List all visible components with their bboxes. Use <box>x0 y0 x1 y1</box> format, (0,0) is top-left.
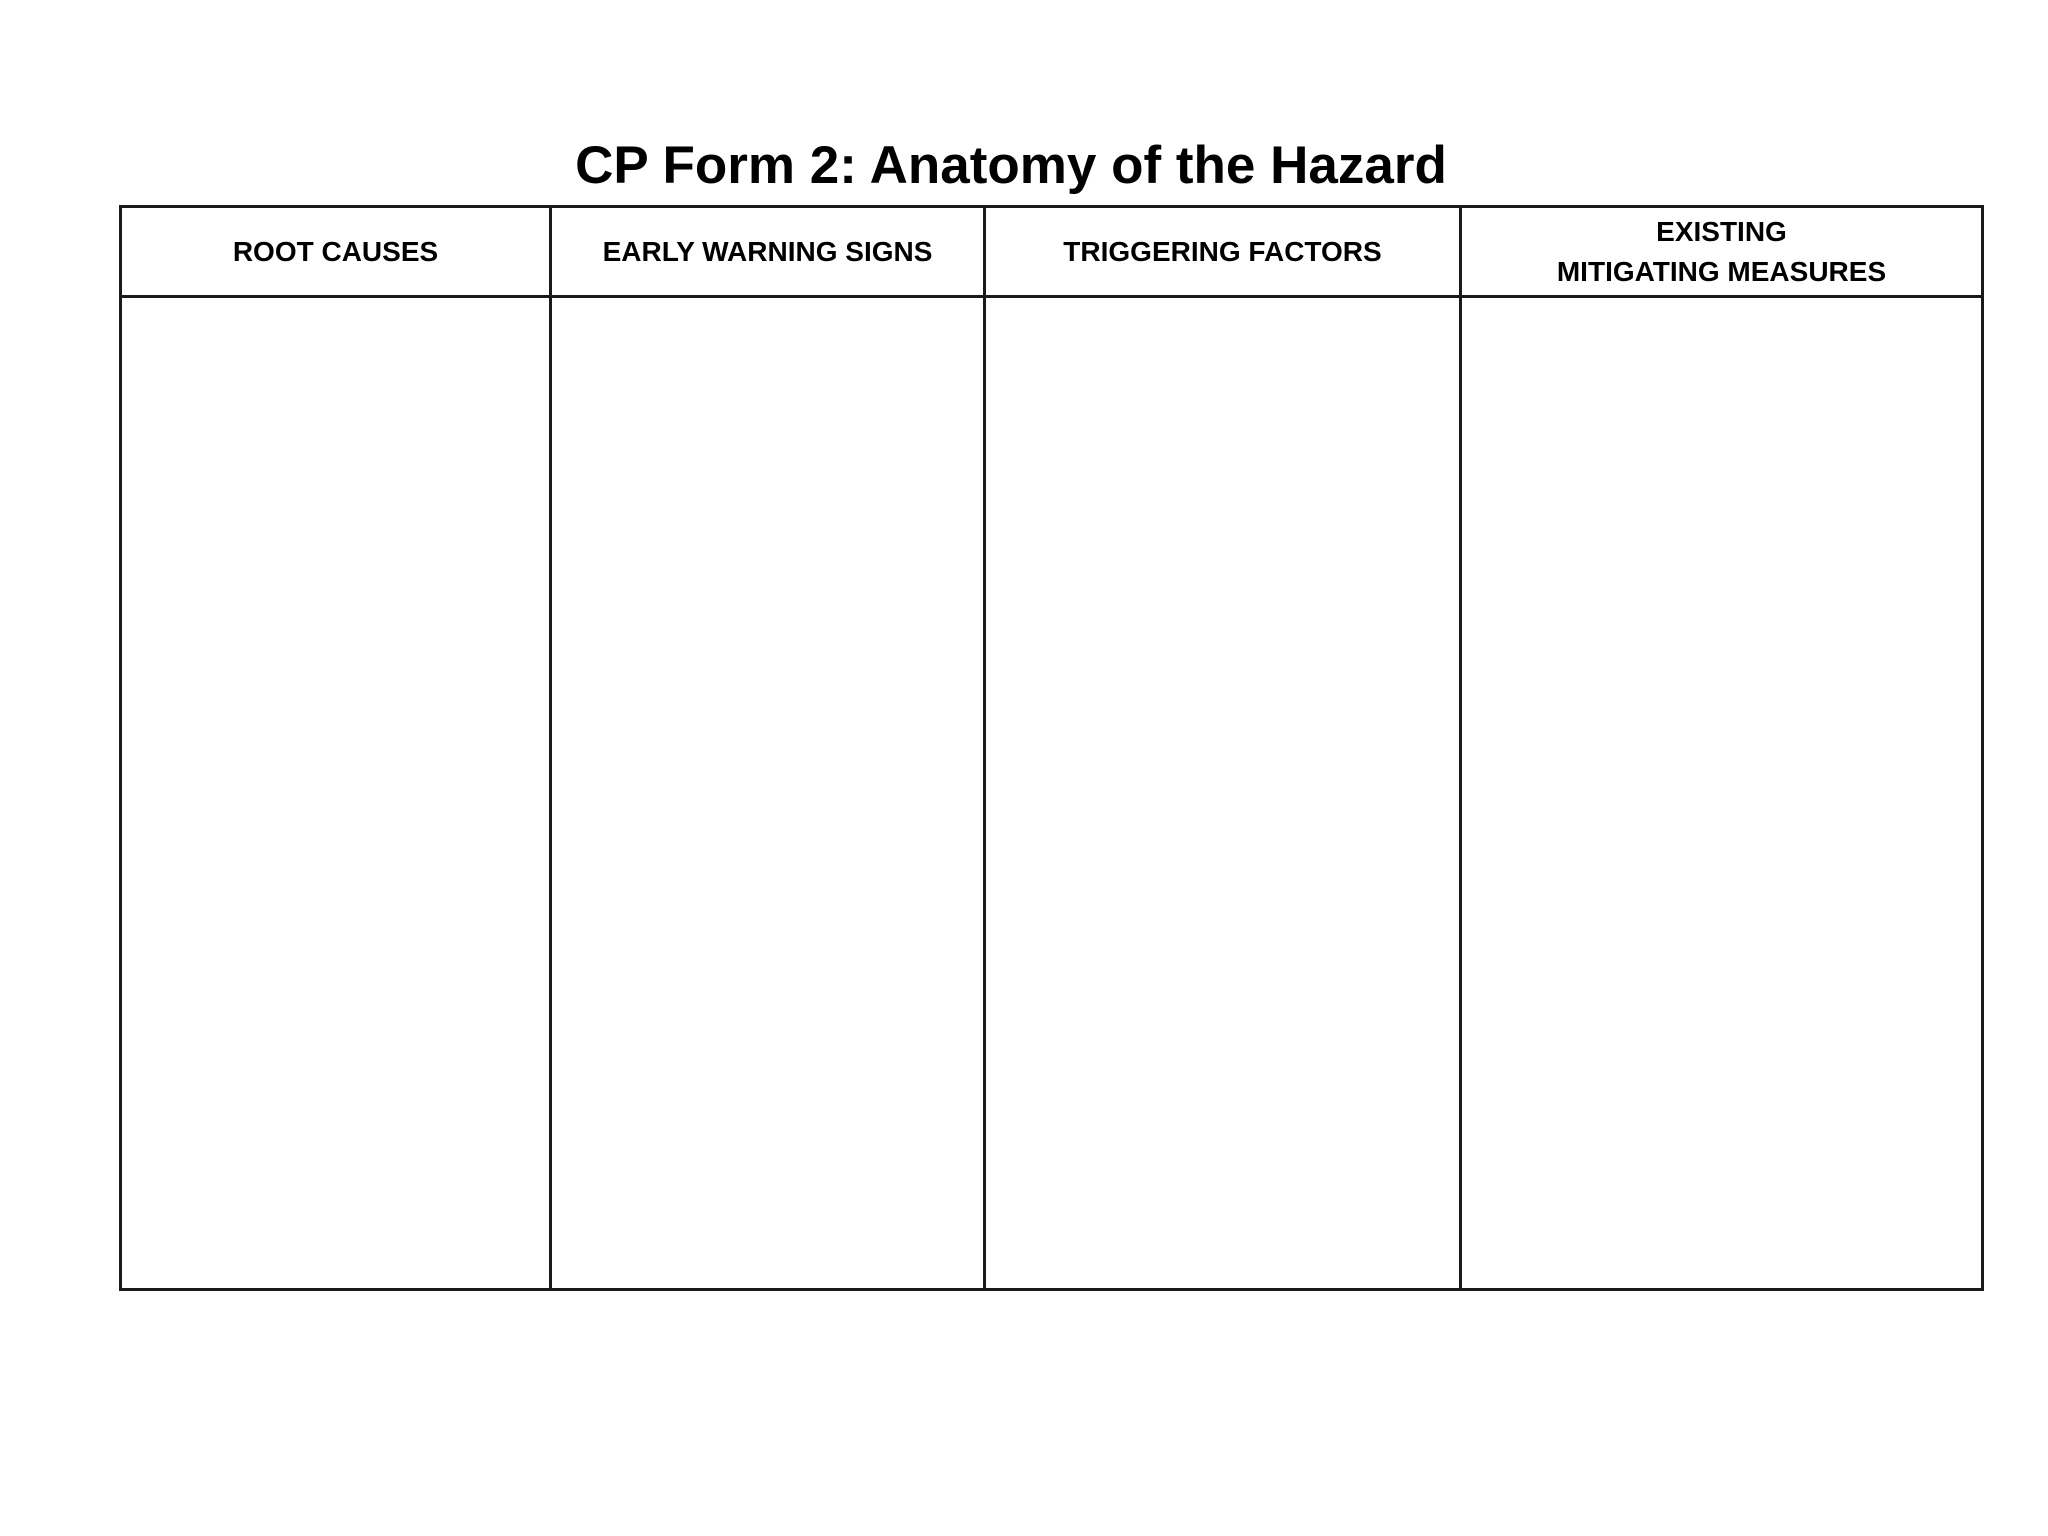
page-title: CP Form 2: Anatomy of the Hazard <box>575 136 1447 195</box>
early-warning-signs-entry-cell[interactable] <box>551 297 985 1290</box>
table-row <box>121 297 1983 1290</box>
column-header-label: ROOT CAUSES <box>232 235 439 267</box>
column-header-label: TRIGGERING FACTORS <box>1063 235 1382 267</box>
column-header-triggering-factors <box>985 207 1461 297</box>
column-header-existing-mitigating-measures <box>1461 207 1983 297</box>
column-header-label: EARLY WARNING SIGNS <box>602 235 933 267</box>
table-header-row <box>121 207 1983 297</box>
column-header-root-causes <box>121 207 551 297</box>
existing-mitigating-measures-entry-cell[interactable] <box>1461 297 1983 1290</box>
column-header-label-line-1: EXISTING <box>1656 215 1787 247</box>
root-causes-entry-cell[interactable] <box>121 297 551 1290</box>
triggering-factors-entry-cell[interactable] <box>985 297 1461 1290</box>
column-header-early-warning-signs <box>551 207 985 297</box>
hazard-anatomy-table <box>119 205 1984 1291</box>
column-header-label-line-2: MITIGATING MEASURES <box>1556 255 1887 287</box>
